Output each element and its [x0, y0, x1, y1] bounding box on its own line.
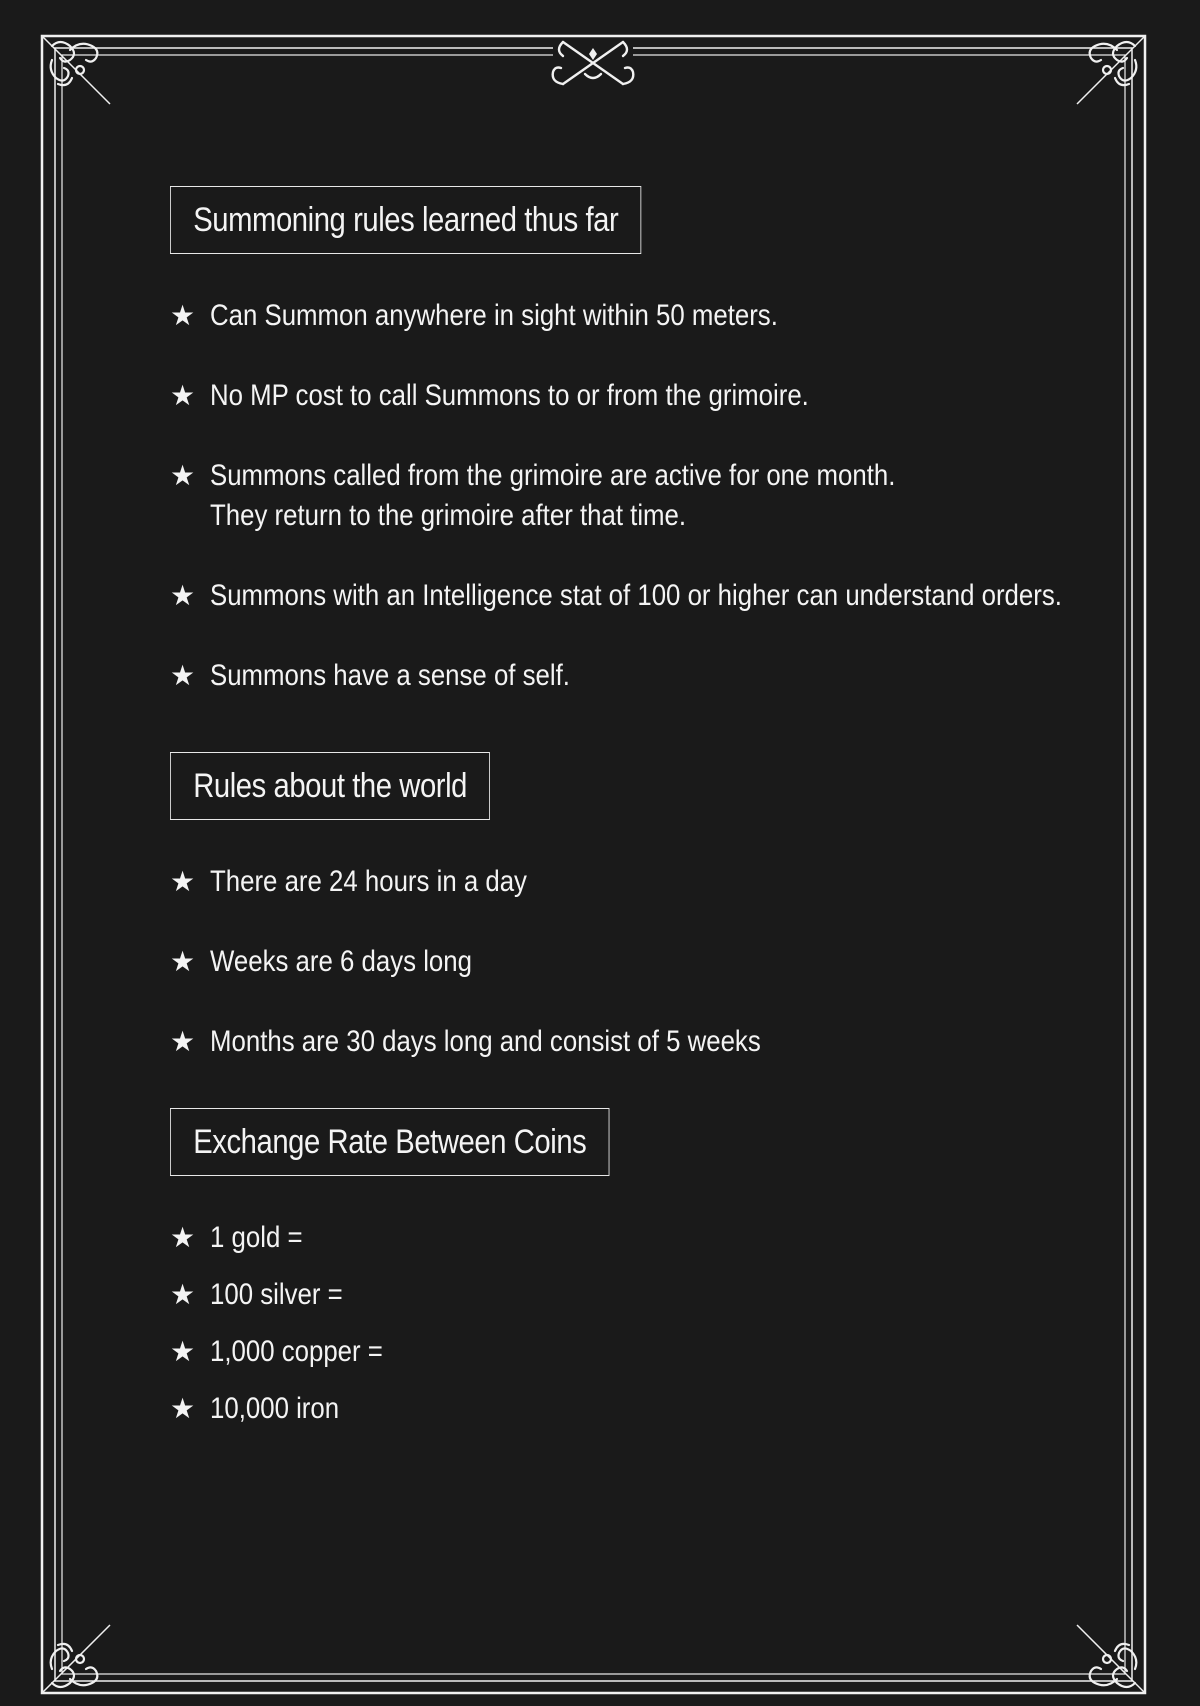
item-text: Summons have a sense of self. — [210, 659, 570, 692]
star-bullet-icon: ★ — [170, 1278, 196, 1311]
star-bullet-icon: ★ — [170, 579, 196, 612]
list-item — [170, 456, 1090, 536]
section-title: Rules about the world — [170, 752, 490, 820]
item-text: No MP cost to call Summons to or from the grimoire. — [210, 379, 809, 412]
list-item — [170, 656, 1090, 696]
star-bullet-icon: ★ — [170, 1221, 196, 1254]
list-item — [170, 376, 1090, 416]
rules-list — [170, 296, 1090, 696]
rules-list — [170, 862, 1090, 1062]
star-bullet-icon: ★ — [170, 865, 196, 898]
star-bullet-icon: ★ — [170, 459, 196, 492]
list-item — [170, 1389, 1090, 1429]
star-bullet-icon: ★ — [170, 299, 196, 332]
list-item — [170, 1332, 1090, 1372]
star-bullet-icon: ★ — [170, 1335, 196, 1368]
exchange-list — [170, 1218, 1090, 1429]
star-bullet-icon: ★ — [170, 1392, 196, 1425]
section-summoning-rules — [170, 186, 1090, 696]
item-text: 10,000 iron — [210, 1392, 340, 1425]
item-text: 1,000 copper = — [210, 1335, 383, 1368]
list-item — [170, 1275, 1090, 1315]
item-text: There are 24 hours in a day — [210, 865, 527, 898]
list-item — [170, 1022, 1090, 1062]
section-title: Exchange Rate Between Coins — [170, 1108, 610, 1176]
item-text: 1 gold = — [210, 1221, 303, 1254]
star-bullet-icon: ★ — [170, 659, 196, 692]
list-item — [170, 296, 1090, 336]
section-title: Summoning rules learned thus far — [170, 186, 642, 254]
item-text: Can Summon anywhere in sight within 50 meters. — [210, 299, 778, 332]
item-text: Months are 30 days long and consist of 5 weeks — [210, 1025, 761, 1058]
star-bullet-icon: ★ — [170, 1025, 196, 1058]
list-item — [170, 576, 1090, 616]
star-bullet-icon: ★ — [170, 945, 196, 978]
item-text: Summons called from the grimoire are active for one month. — [210, 459, 896, 492]
star-bullet-icon: ★ — [170, 379, 196, 412]
page-content — [170, 186, 1090, 1446]
item-text: Summons with an Intelligence stat of 100 or higher can understand orders. — [210, 579, 1062, 612]
list-item — [170, 942, 1090, 982]
list-item — [170, 1218, 1090, 1258]
item-text: Weeks are 6 days long — [210, 945, 472, 978]
list-item — [170, 862, 1090, 902]
flourish-top-icon — [553, 42, 634, 84]
section-world-rules — [170, 752, 1090, 1062]
item-text-continued: They return to the grimoire after that time. — [210, 499, 687, 532]
section-exchange-rate — [170, 1108, 1090, 1429]
item-text: 100 silver = — [210, 1278, 343, 1311]
